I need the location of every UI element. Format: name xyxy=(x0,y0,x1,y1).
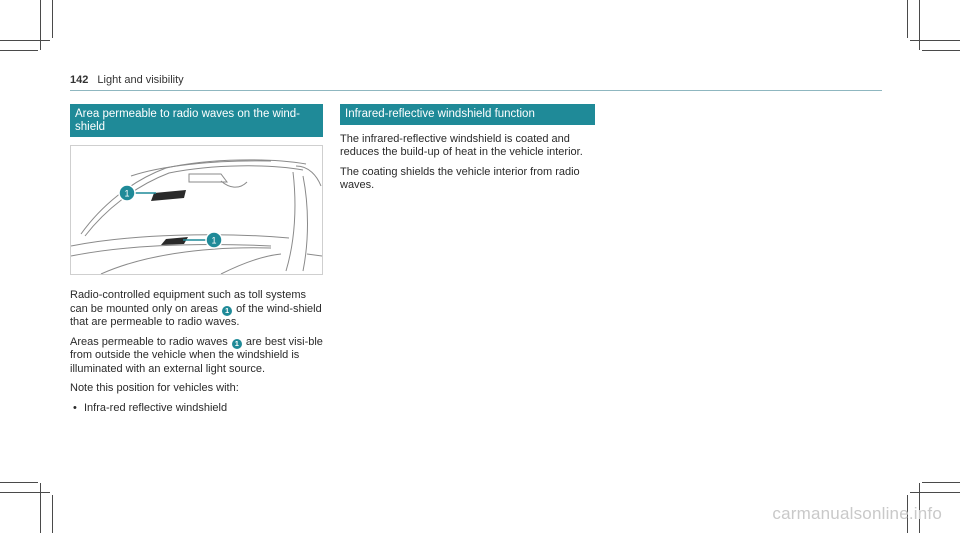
reference-badge: 1 xyxy=(232,339,242,349)
paragraph-equipment-text-before: Radio-controlled equipment such as toll systems can be mounted only on areas xyxy=(70,289,307,315)
windshield-figure xyxy=(70,145,323,275)
paragraph-coating: The infrared-reflective windshield is coated and reduces the build-up of heat in the vehicle interior. xyxy=(340,132,583,158)
paragraph-note: Note this position for vehicles with: xyxy=(70,382,239,394)
crop-mark xyxy=(0,482,38,483)
page-header xyxy=(70,74,184,86)
page-number: 142 xyxy=(70,74,89,86)
section-heading-infrared: Infrared-reflective windshield function xyxy=(340,104,595,125)
callout-upper-number: 1 xyxy=(124,188,130,199)
crop-mark xyxy=(40,0,41,50)
callout-upper xyxy=(119,185,135,201)
paragraph-visibility-text-after: are best visi-ble from outside the vehicle when the windshield is illuminated with an external light source. xyxy=(70,335,323,375)
crop-mark xyxy=(910,492,960,493)
left-column xyxy=(70,104,323,421)
crop-mark xyxy=(40,483,41,533)
paragraph-equipment xyxy=(70,289,323,330)
crop-mark xyxy=(910,40,960,41)
crop-mark xyxy=(922,50,960,51)
middle-column xyxy=(340,104,595,199)
windshield-illustration xyxy=(71,146,322,274)
paragraph-shielding: The coating shields the vehicle interior from radio waves. xyxy=(340,165,580,191)
paragraph-equipment-text-after: of the wind-shield that are permeable to radio waves. xyxy=(70,302,322,328)
crop-mark xyxy=(52,0,53,38)
section-heading-radio-waves: Area permeable to radio waves on the wind-shield xyxy=(70,104,323,137)
permeable-area-upper xyxy=(151,190,186,201)
crop-mark xyxy=(52,495,53,533)
callout-lower-number: 1 xyxy=(211,235,217,246)
paragraph-visibility-text-before: Areas permeable to radio waves xyxy=(70,335,228,348)
crop-mark xyxy=(922,482,960,483)
header-divider xyxy=(70,90,882,91)
crop-mark xyxy=(0,492,50,493)
reference-badge: 1 xyxy=(222,306,232,316)
crop-mark xyxy=(0,40,50,41)
crop-mark xyxy=(919,0,920,50)
chapter-title: Light and visibility xyxy=(97,74,184,86)
crop-mark xyxy=(0,50,38,51)
callout-lower xyxy=(206,232,222,248)
watermark-text: carmanualsonline.info xyxy=(772,504,942,523)
bullet-item: • Infra-red reflective windshield xyxy=(70,402,323,416)
crop-mark xyxy=(907,0,908,38)
paragraph-visibility xyxy=(70,336,323,377)
permeable-area-lower xyxy=(161,237,188,245)
